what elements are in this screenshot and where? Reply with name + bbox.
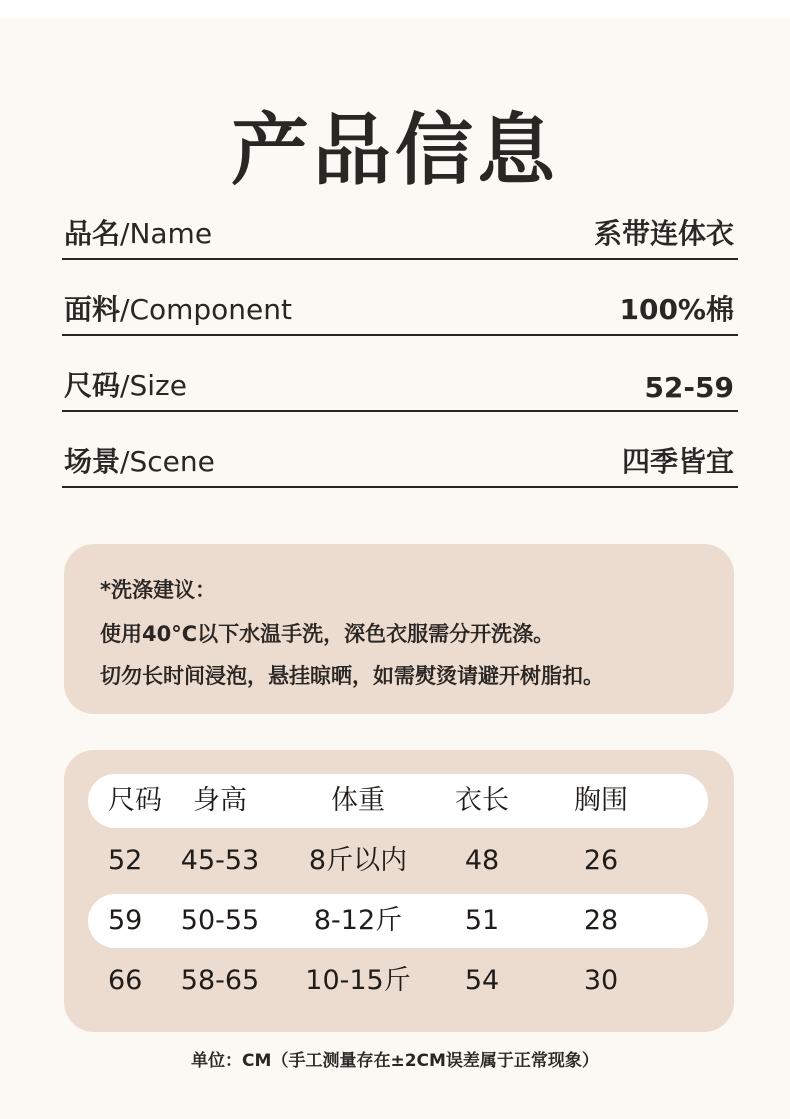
info-row-name <box>62 196 738 260</box>
info-label-en: /Size <box>120 369 187 402</box>
care-line-2: 切勿长时间浸泡，悬挂晾晒，如需熨烫请避开树脂扣。 <box>100 664 604 688</box>
table-cell: 54 <box>464 965 500 996</box>
table-cell: 51 <box>464 905 500 936</box>
table-cell: 50-55 <box>180 905 260 936</box>
header-cell: 身高 <box>193 785 247 816</box>
table-cell: 8-12斤 <box>313 905 403 936</box>
info-value: 52-59 <box>644 371 734 404</box>
table-cell: 45-53 <box>180 845 260 876</box>
table-cell: 8斤以内 <box>308 845 408 876</box>
care-line-1: 使用40°C以下水温手洗，深色衣服需分开洗涤。 <box>100 622 555 646</box>
info-label-cn: 品名 <box>64 217 121 250</box>
table-cell: 52 <box>108 845 143 876</box>
table-cell: 26 <box>583 845 619 876</box>
info-label-cn: 场景 <box>64 445 121 478</box>
table-cell: 28 <box>583 905 619 936</box>
table-row <box>88 834 708 888</box>
page-title: 产品信息 <box>230 106 559 196</box>
product-info-page <box>0 18 790 1119</box>
info-value: 四季皆宜 <box>621 445 734 478</box>
table-cell: 59 <box>108 905 143 936</box>
header-cell: 衣长 <box>455 785 509 816</box>
info-row-component <box>62 272 738 336</box>
table-cell: 58-65 <box>180 965 260 996</box>
size-table <box>64 750 734 1032</box>
size-table-header <box>88 774 708 828</box>
table-cell: 30 <box>583 965 619 996</box>
table-cell: 66 <box>108 965 143 996</box>
table-row <box>88 954 708 1008</box>
care-heading: *洗涤建议： <box>100 578 216 602</box>
info-label-en: /Component <box>120 293 293 326</box>
header-cell: 体重 <box>331 785 385 816</box>
info-label-cn: 尺码 <box>64 369 121 402</box>
table-row <box>88 894 708 948</box>
info-value: 100%棉 <box>619 293 734 326</box>
info-label-cn: 面料 <box>64 293 121 326</box>
header-cell: 尺码 <box>108 785 162 816</box>
care-instructions-box <box>64 544 734 714</box>
table-cell: 48 <box>464 845 500 876</box>
info-label-en: /Name <box>120 217 213 250</box>
measurement-note: 单位：CM（手工测量存在±2CM误差属于正常现象） <box>191 1051 599 1071</box>
table-cell: 10-15斤 <box>305 965 411 996</box>
info-row-size <box>62 348 738 412</box>
header-cell: 胸围 <box>574 785 628 816</box>
info-label-en: /Scene <box>120 445 215 478</box>
info-row-scene <box>62 424 738 488</box>
info-value: 系带连体衣 <box>593 217 734 250</box>
